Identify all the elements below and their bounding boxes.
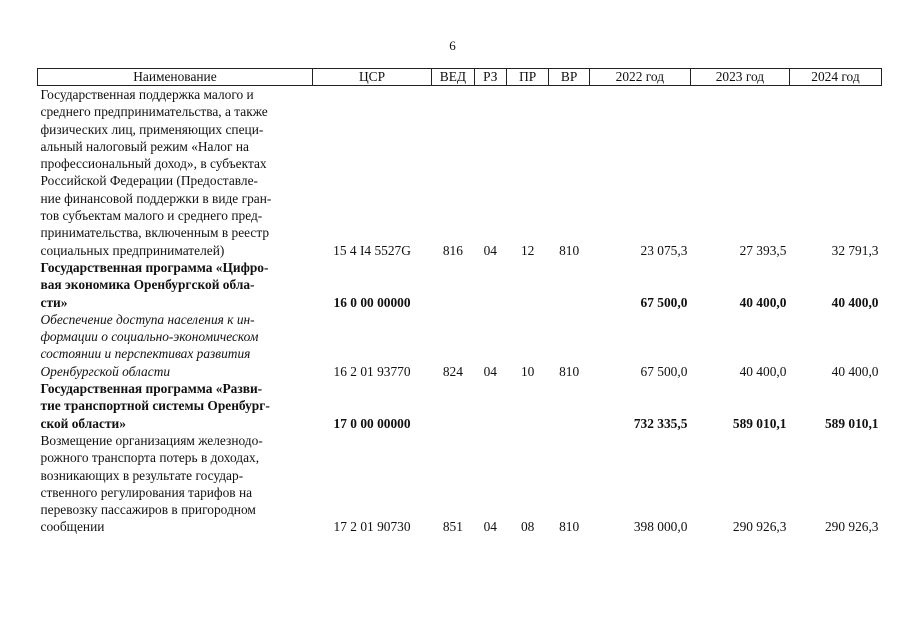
row-pr: 10 [520,363,535,379]
row-rz: 04 [483,363,497,379]
row-vr: 810 [559,242,580,258]
row-2022: 67 500,0 [640,294,688,310]
row-2022: 398 000,0 [633,519,688,535]
row-2024: 589 010,1 [824,415,879,431]
name-line: сообщении [40,519,105,535]
row-ved: 824 [442,363,463,379]
name-line: принимательства, включенным в реестр [40,225,270,241]
row-ved: 816 [442,242,463,258]
row-pr: 12 [520,242,535,258]
header-pr: ПР [506,69,548,86]
header-csr: ЦСР [312,69,431,86]
page-number: 6 [449,38,456,53]
row-2022: 732 335,5 [633,415,688,431]
table-header-row [38,69,882,86]
name-line: состоянии и перспективах развития [40,346,251,362]
row-rz: 04 [483,519,497,535]
name-line: формации о социально-экономическом [40,329,259,345]
row-2023: 589 010,1 [732,415,787,431]
name-line: тие транспортной системы Оренбург- [40,398,270,414]
row-2023: 40 400,0 [739,363,787,379]
row-name [38,86,313,259]
row-name [38,311,313,380]
row-2022: 67 500,0 [640,363,688,379]
header-ved: ВЕД [432,69,474,86]
name-line: среднего предпринимательства, а также [40,104,268,120]
name-line: альный налоговый режим «Налог на [40,138,249,154]
name-line: Государственная поддержка малого и [40,87,254,102]
row-pr [506,259,548,311]
table-row-program [38,380,882,432]
row-ved: 851 [442,519,463,535]
name-line: возникающих в результате государ- [40,467,244,483]
row-rz [474,380,506,432]
row-vr [549,380,589,432]
name-line: Оренбургской области [40,363,171,379]
name-line: физических лиц, применяющих специ- [40,121,264,137]
name-line: сти» [40,294,68,310]
name-line: перевозку пассажиров в пригородном [40,502,256,518]
name-line: Обеспечение доступа населения к ин- [40,311,255,327]
row-2024: 40 400,0 [831,363,879,379]
header-2024: 2024 год [789,69,881,86]
row-csr: 16 2 01 93770 [333,363,411,379]
row-2024: 40 400,0 [831,294,879,310]
budget-table [37,68,882,536]
header-2023: 2023 год [690,69,789,86]
table-row [38,311,882,380]
row-vr: 810 [559,363,580,379]
row-pr [506,380,548,432]
row-name [38,259,313,311]
row-csr: 16 0 00 00000 [333,294,411,310]
name-line: Возмещение организациям железнодо- [40,432,263,448]
row-rz: 04 [483,242,497,258]
row-2023: 27 393,5 [739,242,787,258]
name-line: ской области» [40,415,126,431]
row-ved [432,259,474,311]
header-vr: ВР [549,69,589,86]
row-2022: 23 075,3 [640,242,688,258]
name-line: Государственная программа «Цифро- [40,259,269,275]
table-row-program [38,259,882,311]
name-line: Российской Федерации (Предоставле- [40,173,258,189]
row-2024: 32 791,3 [831,242,879,258]
row-2023: 40 400,0 [739,294,787,310]
table-row [38,86,882,259]
row-pr: 08 [520,519,535,535]
name-line: рожного транспорта потерь в доходах, [40,450,260,466]
name-line: ственного регулирования тарифов на [40,484,253,500]
name-line: социальных предпринимателей) [40,242,225,258]
table-row [38,432,882,536]
name-line: профессиональный доход», в субъектах [40,156,267,172]
row-vr: 810 [559,519,580,535]
name-line: ние финансовой поддержки в виде гран- [40,190,272,206]
header-name: Наименование [38,69,313,86]
header-2022: 2022 год [589,69,690,86]
row-csr: 17 2 01 90730 [333,519,411,535]
row-csr: 15 4 I4 5527G [333,242,411,258]
name-line: тов субъектам малого и среднего пред- [40,208,263,224]
name-line: вая экономика Оренбургской обла- [40,277,255,293]
row-rz [474,259,506,311]
row-name [38,432,313,536]
row-vr [549,259,589,311]
row-2023: 290 926,3 [732,519,787,535]
row-2024: 290 926,3 [824,519,879,535]
row-name [38,380,313,432]
row-csr: 17 0 00 00000 [333,415,411,431]
row-ved [432,380,474,432]
header-rz: РЗ [474,69,506,86]
name-line: Государственная программа «Разви- [40,381,263,397]
